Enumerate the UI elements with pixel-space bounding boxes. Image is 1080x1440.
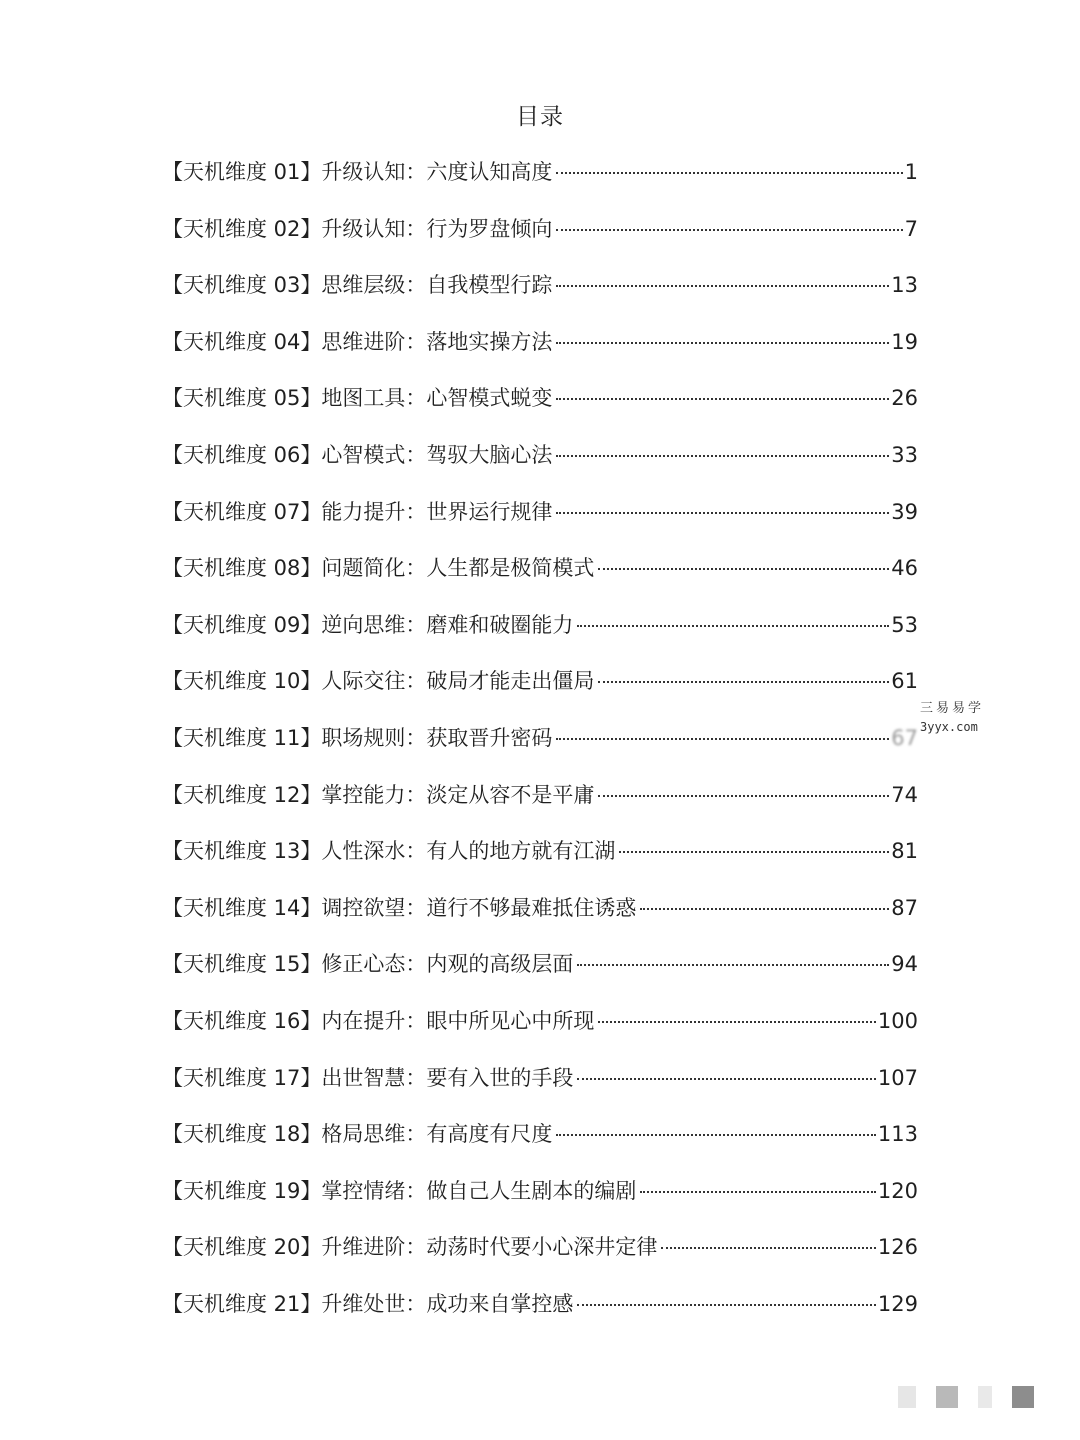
decor-square xyxy=(936,1386,958,1408)
toc-dot-leader xyxy=(556,285,889,287)
toc-dot-leader xyxy=(556,229,902,231)
toc-page-number: 74 xyxy=(891,782,918,807)
toc-dot-leader xyxy=(556,738,889,740)
toc-page-number: 129 xyxy=(877,1291,918,1316)
toc-entry[interactable] xyxy=(162,150,918,207)
toc-dot-leader xyxy=(556,342,889,344)
page-title: 目录 xyxy=(516,104,564,130)
toc-page-number: 100 xyxy=(877,1008,918,1033)
toc-page-number: 94 xyxy=(891,952,918,977)
toc-entry[interactable] xyxy=(162,603,918,660)
decor-square xyxy=(1012,1386,1034,1408)
toc-entry-label: 【天机维度 16】内在提升：眼中所见心中所现 xyxy=(162,1008,595,1033)
toc-entry-label: 【天机维度 12】掌控能力：淡定从容不是平庸 xyxy=(162,782,595,807)
toc-page-number: 120 xyxy=(877,1178,918,1203)
toc-dot-leader xyxy=(577,625,889,627)
toc-page-number: 26 xyxy=(891,386,918,411)
toc-dot-leader xyxy=(619,851,889,853)
toc-entry[interactable] xyxy=(162,207,918,264)
toc-entry-label: 【天机维度 01】升级认知：六度认知高度 xyxy=(162,160,553,184)
toc-dot-leader xyxy=(556,1134,876,1136)
toc-entry[interactable] xyxy=(162,829,918,886)
toc-dot-leader xyxy=(598,681,889,683)
toc-dot-leader xyxy=(640,908,889,910)
toc-entry-label: 【天机维度 03】思维层级：自我模型行踪 xyxy=(162,273,553,298)
toc-entry[interactable] xyxy=(162,886,918,943)
toc-entry-label: 【天机维度 13】人性深水：有人的地方就有江湖 xyxy=(162,839,616,864)
toc-entry[interactable] xyxy=(162,942,918,999)
toc-dot-leader xyxy=(598,568,889,570)
toc-entry-label: 【天机维度 08】问题简化：人生都是极简模式 xyxy=(162,556,595,581)
toc-page-number: 46 xyxy=(891,556,918,581)
toc-page-number: 107 xyxy=(877,1065,918,1090)
toc-entry[interactable] xyxy=(162,659,918,716)
toc-page-number: 81 xyxy=(891,839,918,864)
toc-entry-label: 【天机维度 17】出世智慧：要有入世的手段 xyxy=(162,1065,574,1090)
decor-square xyxy=(898,1386,916,1408)
watermark-url: 3yyx.com xyxy=(920,720,978,734)
toc-dot-leader xyxy=(556,512,889,514)
toc-entry[interactable] xyxy=(162,716,918,773)
toc-entry-label: 【天机维度 05】地图工具：心智模式蜕变 xyxy=(162,386,553,411)
toc-entry[interactable] xyxy=(162,1225,918,1282)
toc-page-number: 126 xyxy=(877,1235,918,1260)
toc-page-number: 1 xyxy=(904,160,918,184)
toc-entry[interactable] xyxy=(162,1112,918,1169)
toc-page-number: 7 xyxy=(904,216,918,241)
toc-entry-label: 【天机维度 07】能力提升：世界运行规律 xyxy=(162,499,553,524)
toc-entry-label: 【天机维度 09】逆向思维：磨难和破圈能力 xyxy=(162,612,574,637)
toc-dot-leader xyxy=(556,455,889,457)
toc-entry[interactable] xyxy=(162,1169,918,1226)
toc-entry[interactable] xyxy=(162,546,918,603)
toc-dot-leader xyxy=(577,1078,876,1080)
toc-entry-label: 【天机维度 11】职场规则：获取晋升密码 xyxy=(162,725,553,750)
toc-entry[interactable] xyxy=(162,320,918,377)
toc-dot-leader xyxy=(556,398,889,400)
watermark xyxy=(920,700,984,736)
toc-dot-leader xyxy=(598,1021,876,1023)
decor-square xyxy=(978,1386,992,1408)
toc-page-number: 13 xyxy=(891,273,918,298)
toc-dot-leader xyxy=(640,1191,876,1193)
toc-page-number: 33 xyxy=(891,442,918,467)
toc-entry-label: 【天机维度 15】修正心态：内观的高级层面 xyxy=(162,952,574,977)
toc-entry-label: 【天机维度 19】掌控情绪：做自己人生剧本的编剧 xyxy=(162,1178,637,1203)
toc-dot-leader xyxy=(661,1247,876,1249)
toc-entry[interactable] xyxy=(162,999,918,1056)
corner-decoration xyxy=(898,1386,1034,1408)
toc-entry[interactable] xyxy=(162,490,918,547)
toc-entry[interactable] xyxy=(162,773,918,830)
toc-page-number: 61 xyxy=(891,669,918,694)
toc-dot-leader xyxy=(598,795,889,797)
toc-page-number: 39 xyxy=(891,499,918,524)
toc-dot-leader xyxy=(577,1304,876,1306)
toc-dot-leader xyxy=(556,172,902,174)
toc-entry[interactable] xyxy=(162,263,918,320)
toc-page-number: 19 xyxy=(891,329,918,354)
toc-page-number: 87 xyxy=(891,895,918,920)
toc-entry-label: 【天机维度 18】格局思维：有高度有尺度 xyxy=(162,1122,553,1147)
toc-entry-label: 【天机维度 06】心智模式：驾驭大脑心法 xyxy=(162,442,553,467)
toc-entry-label: 【天机维度 21】升维处世：成功来自掌控感 xyxy=(162,1291,574,1316)
toc-entry[interactable] xyxy=(162,376,918,433)
toc-entry-label: 【天机维度 04】思维进阶：落地实操方法 xyxy=(162,329,553,354)
toc-entry-label: 【天机维度 02】升级认知：行为罗盘倾向 xyxy=(162,216,553,241)
toc-page-number: 113 xyxy=(877,1122,918,1147)
toc-entry-label: 【天机维度 20】升维进阶：动荡时代要小心深井定律 xyxy=(162,1235,658,1260)
toc-entry[interactable] xyxy=(162,1282,918,1339)
toc-entry[interactable] xyxy=(162,433,918,490)
toc-page-number: 67 xyxy=(891,725,918,750)
toc-page-number: 53 xyxy=(891,612,918,637)
toc-dot-leader xyxy=(577,964,889,966)
toc-entry-label: 【天机维度 10】人际交往：破局才能走出僵局 xyxy=(162,669,595,694)
toc-entry[interactable] xyxy=(162,1056,918,1113)
table-of-contents xyxy=(162,150,918,1338)
watermark-text: 三易易学 xyxy=(920,701,985,716)
toc-entry-label: 【天机维度 14】调控欲望：道行不够最难抵住诱惑 xyxy=(162,895,637,920)
